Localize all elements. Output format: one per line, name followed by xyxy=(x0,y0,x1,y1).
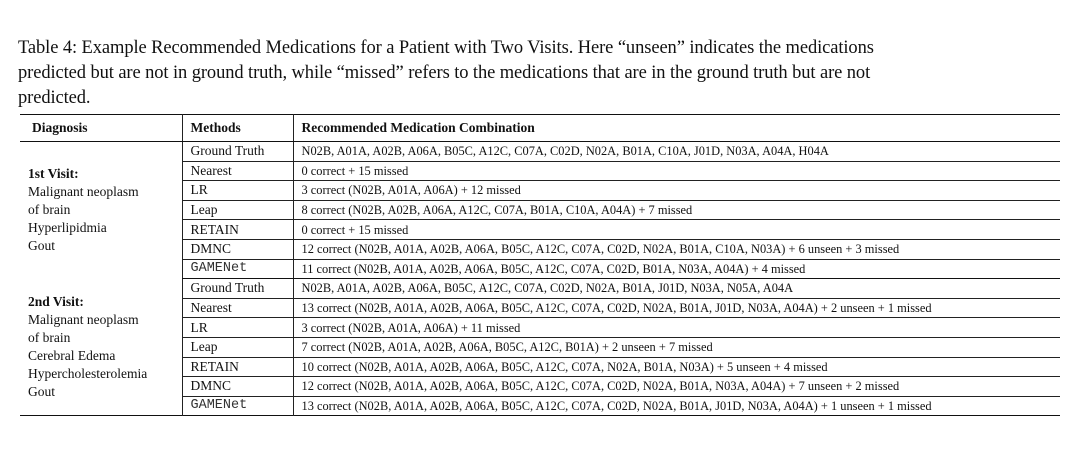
caption-line-1: Table 4: Example Recommended Medications for a Patient with Two Visits. Here “unseen” indicates the medications xyxy=(18,38,874,58)
combination-cell: 12 correct (N02B, A01A, A02B, A06A, B05C, A12C, C07A, C02D, N02A, B01A, N03A, A04A) + 7 unseen + 2 missed xyxy=(293,377,1060,397)
combination-cell: 12 correct (N02B, A01A, A02B, A06A, B05C, A12C, C07A, C02D, N02A, B01A, C10A, N03A) + 6 unseen + 3 missed xyxy=(293,239,1060,259)
header-diagnosis: Diagnosis xyxy=(20,115,182,142)
combination-cell: 8 correct (N02B, A02B, A06A, A12C, C07A, B01A, C10A, A04A) + 7 missed xyxy=(293,200,1060,220)
combination-cell: 7 correct (N02B, A01A, A02B, A06A, B05C, A12C, B01A) + 2 unseen + 7 missed xyxy=(293,337,1060,357)
diagnosis-item: Malignant neoplasm xyxy=(28,184,139,200)
combination-cell: 11 correct (N02B, A01A, A02B, A06A, B05C, A12C, C07A, C02D, B01A, N03A, A04A) + 4 missed xyxy=(293,259,1060,279)
combination-cell: 0 correct + 15 missed xyxy=(293,161,1060,181)
diagnosis-item: Gout xyxy=(28,238,55,254)
visit-1-diagnosis: 1st Visit: Malignant neoplasm of brain Hyperlipidmia Gout xyxy=(20,142,182,279)
method-cell: RETAIN xyxy=(182,357,293,377)
method-cell: LR xyxy=(182,318,293,338)
combination-cell: 13 correct (N02B, A01A, A02B, A06A, B05C, A12C, C07A, C02D, N02A, B01A, J01D, N03A, A04A) + 1 unseen + 1 missed xyxy=(293,396,1060,416)
method-cell: GAMENet xyxy=(182,396,293,416)
caption-line-3: predicted. xyxy=(18,88,91,108)
table-row xyxy=(20,142,1060,162)
table-row xyxy=(20,279,1060,299)
header-row xyxy=(20,115,1060,142)
header-combination: Recommended Medication Combination xyxy=(293,115,1060,142)
diagnosis-item: Hypercholesterolemia xyxy=(28,365,148,381)
caption-line-2: predicted but are not in ground truth, while “missed” refers to the medications that are in the ground truth but are not xyxy=(18,63,871,83)
diagnosis-item: Cerebral Edema xyxy=(28,347,116,363)
method-cell: DMNC xyxy=(182,239,293,259)
combination-cell: 3 correct (N02B, A01A, A06A) + 12 missed xyxy=(293,181,1060,201)
combination-cell: 13 correct (N02B, A01A, A02B, A06A, B05C, A12C, C07A, C02D, N02A, B01A, J01D, N03A, A04A) + 2 unseen + 1 missed xyxy=(293,298,1060,318)
combination-cell: 10 correct (N02B, A01A, A02B, A06A, B05C, A12C, C07A, N02A, B01A, N03A) + 5 unseen + 4 missed xyxy=(293,357,1060,377)
method-cell: RETAIN xyxy=(182,220,293,240)
visit-2-label: 2nd Visit xyxy=(28,293,80,309)
diagnosis-item: of brain xyxy=(28,202,71,218)
method-cell: Nearest xyxy=(182,161,293,181)
combination-cell: N02B, A01A, A02B, A06A, B05C, A12C, C07A, C02D, N02A, B01A, J01D, N03A, N05A, A04A xyxy=(293,279,1060,299)
method-cell: Ground Truth xyxy=(182,279,293,299)
method-cell: Ground Truth xyxy=(182,142,293,162)
diagnosis-item: of brain xyxy=(28,329,71,345)
medication-table xyxy=(20,114,1060,416)
header-methods: Methods xyxy=(182,115,293,142)
diagnosis-item: Malignant neoplasm xyxy=(28,311,139,327)
combination-cell: N02B, A01A, A02B, A06A, B05C, A12C, C07A, C02D, N02A, B01A, C10A, J01D, N03A, A04A, H04A xyxy=(293,142,1060,162)
table-caption xyxy=(18,36,1063,111)
method-cell: LR xyxy=(182,181,293,201)
diagnosis-item: Gout xyxy=(28,383,55,399)
method-cell: Leap xyxy=(182,337,293,357)
method-cell: Nearest xyxy=(182,298,293,318)
visit-2-diagnosis: 2nd Visit: Malignant neoplasm of brain Cerebral Edema Hypercholesterolemia Gout xyxy=(20,279,182,416)
combination-cell: 0 correct + 15 missed xyxy=(293,220,1060,240)
combination-cell: 3 correct (N02B, A01A, A06A) + 11 missed xyxy=(293,318,1060,338)
diagnosis-item: Hyperlipidmia xyxy=(28,220,107,236)
method-cell: Leap xyxy=(182,200,293,220)
visit-1-label: 1st Visit xyxy=(28,166,75,182)
method-cell: GAMENet xyxy=(182,259,293,279)
method-cell: DMNC xyxy=(182,377,293,397)
